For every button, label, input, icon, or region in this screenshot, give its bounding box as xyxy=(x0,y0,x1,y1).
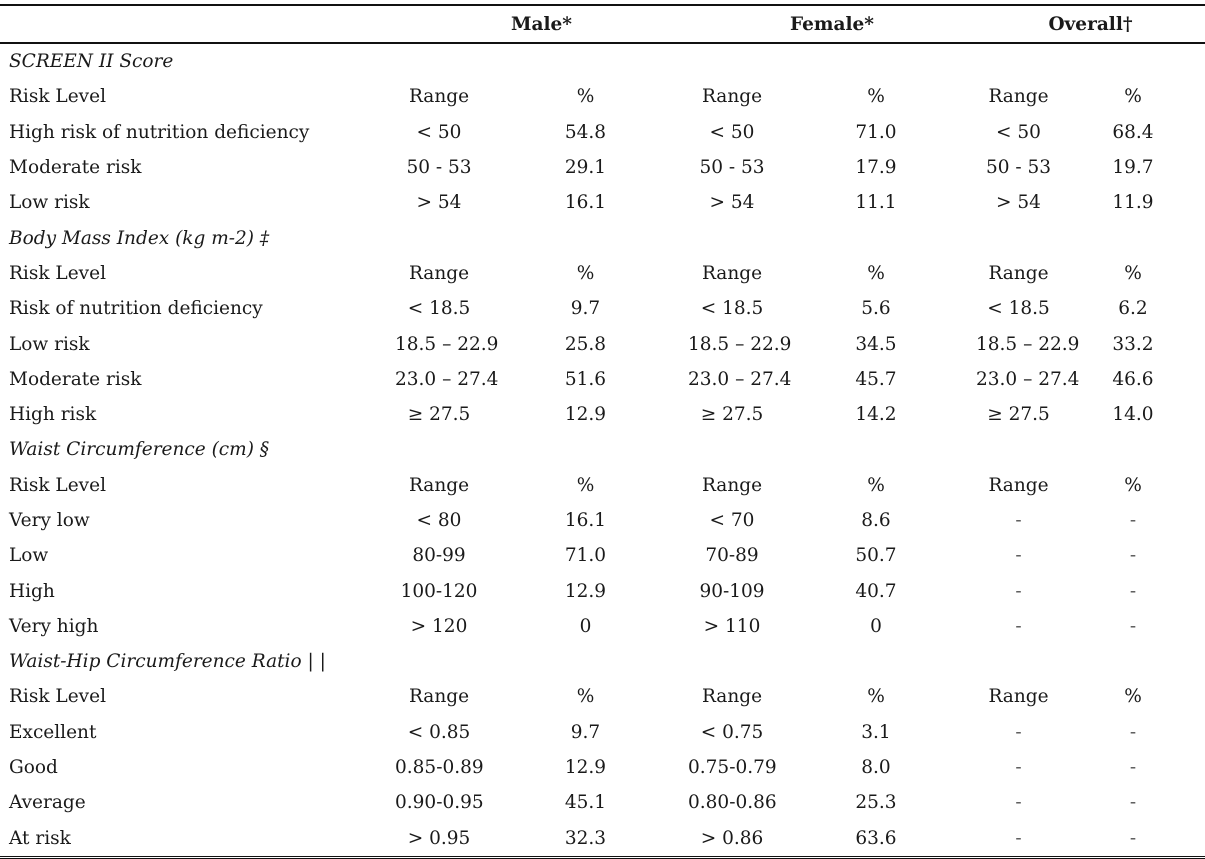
female-percent-cell: % xyxy=(867,86,885,108)
female-percent-cell: % xyxy=(867,686,885,708)
overall-percent-cell: 68.4 xyxy=(1112,121,1154,143)
male-percent-cell: 16.1 xyxy=(564,192,607,214)
overall-range-cell: - xyxy=(1015,580,1022,602)
overall-range-cell: 50 - 53 xyxy=(985,157,1052,179)
male-percent-cell: 54.8 xyxy=(564,121,607,143)
overall-range-cell: > 54 xyxy=(996,192,1041,214)
female-range-cell: Range xyxy=(701,474,763,496)
male-percent-cell: % xyxy=(576,686,595,708)
section-title: SCREEN II Score xyxy=(9,51,174,73)
male-range-cell: < 50 xyxy=(416,121,462,143)
overall-percent-cell: - xyxy=(1129,615,1137,637)
section-header-row xyxy=(0,220,1205,255)
subheader-row xyxy=(0,679,1205,714)
female-range-cell: > 110 xyxy=(703,615,761,637)
overall-range-cell: ≥ 27.5 xyxy=(987,404,1050,426)
female-range-cell: 0.75-0.79 xyxy=(688,757,777,779)
male-range-cell: 50 - 53 xyxy=(406,157,472,179)
section-header-row xyxy=(0,432,1205,467)
overall-range-cell: - xyxy=(1015,615,1022,637)
nutrition-risk-table xyxy=(0,4,1205,859)
overall-range-cell: - xyxy=(1015,510,1022,531)
table-row xyxy=(0,785,1205,820)
male-range-cell: > 54 xyxy=(416,192,462,214)
section-header-row xyxy=(0,644,1205,679)
risk-level-cell: Low risk xyxy=(9,192,90,214)
overall-range-cell: 18.5 – 22.9 xyxy=(976,333,1080,355)
overall-range-cell: Range xyxy=(988,474,1049,496)
female-range-cell: Range xyxy=(701,262,763,284)
section-header-row xyxy=(0,43,1205,79)
female-range-cell: > 54 xyxy=(709,192,755,214)
female-percent-cell: 17.9 xyxy=(855,157,897,179)
female-percent-cell: 8.6 xyxy=(861,510,891,531)
overall-range-cell: Range xyxy=(988,262,1049,284)
male-range-cell: < 0.85 xyxy=(407,721,471,743)
overall-range-cell: < 18.5 xyxy=(987,298,1050,320)
male-percent-cell: 12.9 xyxy=(564,580,607,602)
header-overall: Overall† xyxy=(976,6,1205,43)
male-range-cell: 100-120 xyxy=(400,580,478,602)
header-female: Female* xyxy=(688,6,976,43)
table-row xyxy=(0,715,1205,750)
female-range-cell: 50 - 53 xyxy=(699,157,765,179)
section-title: Waist-Hip Circumference Ratio | | xyxy=(9,651,326,673)
male-range-cell: 18.5 – 22.9 xyxy=(395,333,499,355)
male-range-cell: 0.90-0.95 xyxy=(395,792,484,814)
overall-range-cell: < 50 xyxy=(996,121,1041,143)
female-percent-cell: 25.3 xyxy=(855,792,897,814)
table-row xyxy=(0,397,1205,432)
male-percent-cell: % xyxy=(576,262,595,284)
female-percent-cell: 0 xyxy=(870,615,882,637)
male-range-cell: Range xyxy=(408,686,470,708)
table-row xyxy=(0,821,1205,858)
risk-level-cell: Risk Level xyxy=(9,686,106,708)
female-percent-cell: 11.1 xyxy=(855,192,897,214)
male-range-cell: ≥ 27.5 xyxy=(407,404,471,426)
female-range-cell: < 18.5 xyxy=(700,298,764,320)
overall-percent-cell: % xyxy=(1124,262,1142,284)
risk-level-cell: Moderate risk xyxy=(9,157,142,179)
risk-level-cell: Very high xyxy=(9,615,99,637)
male-range-cell: < 80 xyxy=(416,510,462,531)
overall-percent-cell: - xyxy=(1129,792,1137,814)
subheader-row xyxy=(0,468,1205,503)
table-row xyxy=(0,538,1205,573)
overall-range-cell: - xyxy=(1015,792,1022,814)
female-percent-cell: 40.7 xyxy=(855,580,897,602)
overall-percent-cell: 11.9 xyxy=(1112,192,1154,214)
male-percent-cell: % xyxy=(576,86,595,108)
risk-level-cell: Good xyxy=(9,757,58,779)
female-range-cell: 70-89 xyxy=(705,545,759,567)
table-row xyxy=(0,573,1205,608)
overall-percent-cell: - xyxy=(1129,757,1137,779)
female-range-cell: < 0.75 xyxy=(700,721,764,743)
male-percent-cell: 12.9 xyxy=(564,404,607,426)
risk-level-cell: Low xyxy=(9,545,49,567)
female-range-cell: 0.80-0.86 xyxy=(688,792,777,814)
overall-percent-cell: - xyxy=(1129,510,1137,531)
female-range-cell: < 50 xyxy=(709,121,755,143)
female-percent-cell: % xyxy=(867,474,885,496)
female-percent-cell: 3.1 xyxy=(861,721,891,743)
risk-level-cell: Low risk xyxy=(9,333,90,355)
male-range-cell: Range xyxy=(408,474,470,496)
female-range-cell: Range xyxy=(701,686,763,708)
female-percent-cell: 71.0 xyxy=(855,121,897,143)
risk-level-cell: High risk of nutrition deficiency xyxy=(9,121,310,143)
overall-range-cell: - xyxy=(976,821,1061,858)
male-range-cell: 80-99 xyxy=(412,545,466,567)
female-range-cell: > 0.86 xyxy=(688,821,776,858)
section-title: Waist Circumference (cm) § xyxy=(9,439,270,461)
overall-range-cell: Range xyxy=(988,86,1049,108)
risk-level-cell: Risk Level xyxy=(9,86,106,108)
table-row xyxy=(0,362,1205,397)
overall-range-cell: - xyxy=(1015,721,1022,743)
risk-level-cell: At risk xyxy=(0,821,395,858)
subheader-row xyxy=(0,256,1205,291)
overall-percent-cell: 33.2 xyxy=(1112,333,1154,355)
female-percent-cell: 34.5 xyxy=(855,333,897,355)
overall-percent-cell: - xyxy=(1129,580,1137,602)
male-percent-cell: 51.6 xyxy=(564,368,607,390)
male-range-cell: > 120 xyxy=(410,615,468,637)
table-row xyxy=(0,150,1205,185)
overall-percent-cell: 6.2 xyxy=(1118,298,1148,320)
female-range-cell: 90-109 xyxy=(699,580,765,602)
overall-percent-cell: - xyxy=(1129,545,1137,567)
header-row xyxy=(0,6,1205,43)
risk-level-cell: Average xyxy=(9,792,86,814)
female-range-cell: 18.5 – 22.9 xyxy=(688,333,792,355)
risk-level-cell: High xyxy=(9,580,55,602)
section-title: Body Mass Index (kg m-2) ‡ xyxy=(9,227,270,249)
female-percent-cell: 45.7 xyxy=(855,368,897,390)
risk-level-cell: Moderate risk xyxy=(9,368,142,390)
risk-level-cell: Risk Level xyxy=(9,262,106,284)
male-percent-cell: 12.9 xyxy=(564,757,607,779)
male-range-cell: Range xyxy=(408,86,470,108)
header-blank xyxy=(0,6,395,43)
risk-level-cell: High risk xyxy=(9,404,97,426)
header-male: Male* xyxy=(395,6,688,43)
table-row xyxy=(0,750,1205,785)
table-row xyxy=(0,291,1205,326)
male-percent-cell: 45.1 xyxy=(564,792,607,814)
male-percent-cell: 0 xyxy=(579,615,592,637)
overall-range-cell: Range xyxy=(988,686,1049,708)
table-row xyxy=(0,609,1205,644)
male-range-cell: < 18.5 xyxy=(407,298,471,320)
risk-level-cell: Risk of nutrition deficiency xyxy=(9,298,263,320)
overall-percent-cell: % xyxy=(1124,686,1142,708)
table-body xyxy=(0,43,1205,857)
male-percent-cell: 9.7 xyxy=(570,721,601,743)
female-percent-cell: 5.6 xyxy=(861,298,891,320)
female-percent-cell: 8.0 xyxy=(861,757,891,779)
overall-range-cell: - xyxy=(1015,757,1022,779)
male-range-cell: Range xyxy=(408,262,470,284)
male-percent-cell: 25.8 xyxy=(564,333,607,355)
table-row xyxy=(0,115,1205,150)
male-percent-cell: 71.0 xyxy=(564,545,607,567)
overall-range-cell: 23.0 – 27.4 xyxy=(976,368,1080,390)
female-percent-cell: 14.2 xyxy=(855,404,897,426)
female-range-cell: Range xyxy=(701,86,763,108)
risk-level-cell: Risk Level xyxy=(9,474,106,496)
male-range-cell: 0.85-0.89 xyxy=(395,757,484,779)
male-range-cell: 23.0 – 27.4 xyxy=(395,368,499,390)
overall-percent-cell: 19.7 xyxy=(1112,157,1154,179)
overall-percent-cell: 46.6 xyxy=(1112,368,1154,390)
male-percent-cell: 32.3 xyxy=(483,821,688,858)
overall-percent-cell: % xyxy=(1124,86,1142,108)
male-percent-cell: 9.7 xyxy=(570,298,601,320)
overall-percent-cell: % xyxy=(1124,474,1142,496)
female-percent-cell: 50.7 xyxy=(855,545,897,567)
overall-percent-cell: - xyxy=(1061,821,1205,858)
male-percent-cell: 16.1 xyxy=(564,510,607,531)
male-percent-cell: 29.1 xyxy=(564,157,607,179)
overall-percent-cell: - xyxy=(1129,721,1137,743)
table-row xyxy=(0,503,1205,538)
female-percent-cell: 63.6 xyxy=(776,821,976,858)
overall-percent-cell: 14.0 xyxy=(1112,404,1154,426)
male-percent-cell: % xyxy=(576,474,595,496)
female-range-cell: 23.0 – 27.4 xyxy=(688,368,792,390)
subheader-row xyxy=(0,79,1205,114)
female-range-cell: ≥ 27.5 xyxy=(700,404,764,426)
female-range-cell: < 70 xyxy=(709,510,755,531)
female-percent-cell: % xyxy=(867,262,885,284)
table-row xyxy=(0,185,1205,220)
male-range-cell: > 0.95 xyxy=(395,821,483,858)
table-row xyxy=(0,326,1205,361)
risk-level-cell: Very low xyxy=(9,510,90,531)
risk-level-cell: Excellent xyxy=(9,721,97,743)
overall-range-cell: - xyxy=(1015,545,1022,567)
